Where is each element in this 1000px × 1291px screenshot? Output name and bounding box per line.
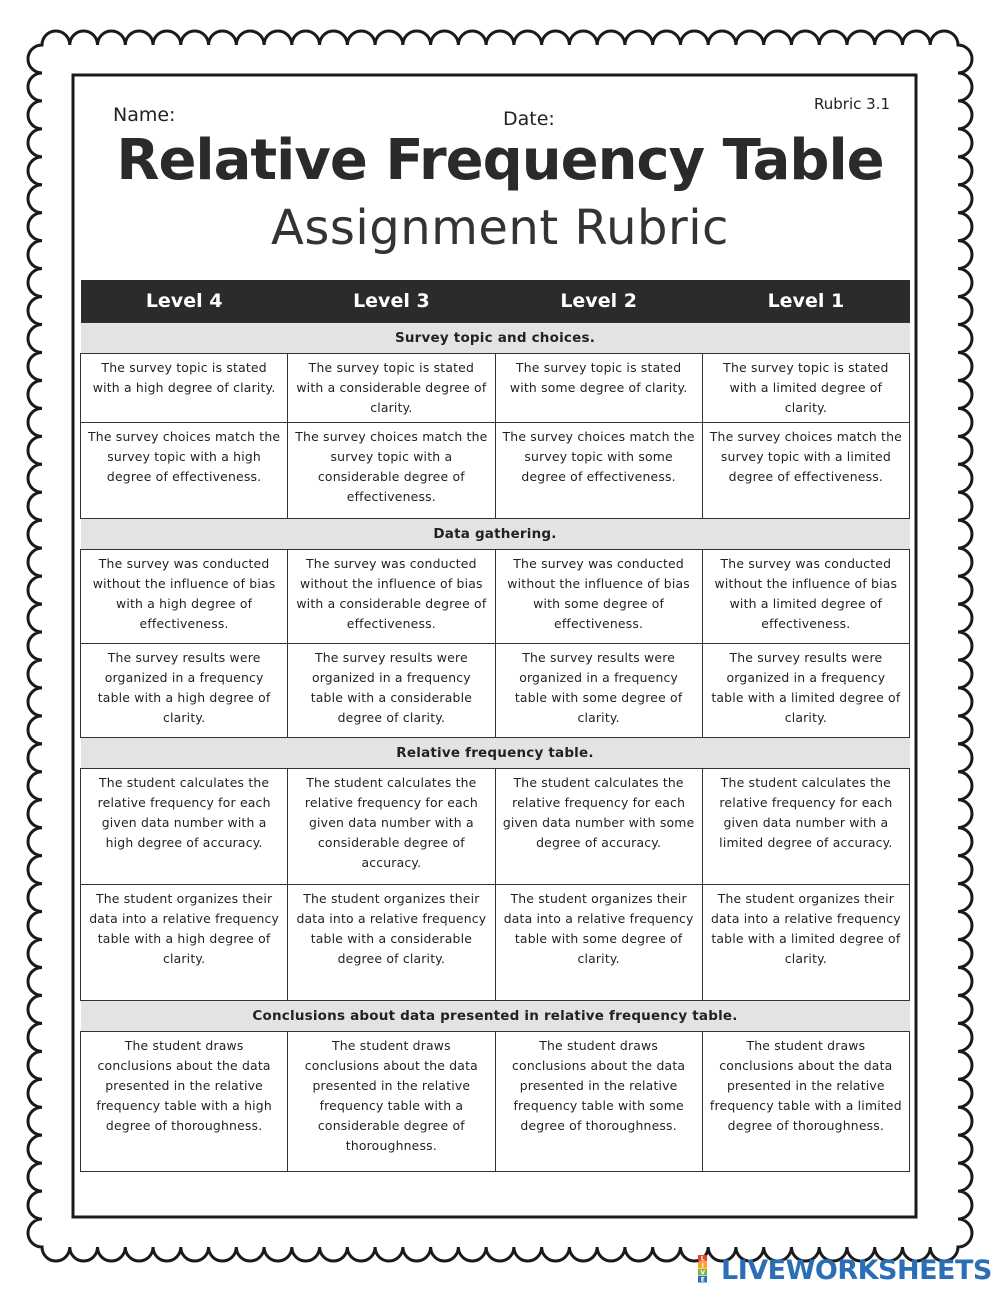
page-subtitle: Assignment Rubric <box>271 200 729 256</box>
logo-letter: I <box>701 1262 704 1270</box>
criteria-cell-level-3: The student draws conclusions about the data presented in the relative frequency table with a considerable degree of thoroughness. <box>288 1032 495 1172</box>
level-2-header: Level 2 <box>495 280 702 323</box>
rubric-id: Rubric 3.1 <box>814 95 890 113</box>
criteria-row <box>81 354 910 423</box>
liveworksheets-watermark <box>697 1254 992 1286</box>
criteria-cell-level-3: The student calculates the relative frequency for each given data number with a considerable degree of accuracy. <box>288 769 495 885</box>
criteria-cell-level-2: The survey results were organized in a frequency table with some degree of clarity. <box>495 644 702 738</box>
criteria-cell-level-2: The student draws conclusions about the data presented in the relative frequency table with some degree of thoroughness. <box>495 1032 702 1172</box>
criteria-cell-level-4: The survey choices match the survey topic with a high degree of effectiveness. <box>81 423 288 519</box>
date-label: Date: <box>503 108 555 130</box>
section-header-row <box>81 1001 910 1032</box>
page-title: Relative Frequency Table <box>116 128 884 193</box>
criteria-cell-level-2: The survey was conducted without the influence of bias with some degree of effectiveness. <box>495 550 702 644</box>
criteria-cell-level-2: The survey topic is stated with some degree of clarity. <box>495 354 702 423</box>
criteria-cell-level-3: The survey was conducted without the influence of bias with a considerable degree of effectiveness. <box>288 550 495 644</box>
criteria-cell-level-2: The student organizes their data into a relative frequency table with some degree of clarity. <box>495 885 702 1001</box>
watermark-text: LIVEWORKSHEETS <box>721 1255 992 1286</box>
criteria-cell-level-4: The survey topic is stated with a high degree of clarity. <box>81 354 288 423</box>
criteria-cell-level-4: The student calculates the relative frequency for each given data number with a high degree of accuracy. <box>81 769 288 885</box>
criteria-cell-level-1: The survey choices match the survey topic with a limited degree of effectiveness. <box>702 423 909 519</box>
criteria-cell-level-1: The student calculates the relative frequency for each given data number with a limited degree of accuracy. <box>702 769 909 885</box>
criteria-cell-level-4: The student organizes their data into a relative frequency table with a high degree of clarity. <box>81 885 288 1001</box>
criteria-cell-level-3: The survey topic is stated with a considerable degree of clarity. <box>288 354 495 423</box>
level-4-header: Level 4 <box>81 280 288 323</box>
criteria-cell-level-4: The survey results were organized in a frequency table with a high degree of clarity. <box>81 644 288 738</box>
criteria-cell-level-1: The student organizes their data into a relative frequency table with a limited degree of clarity. <box>702 885 909 1001</box>
logo-letter: V <box>700 1269 705 1277</box>
criteria-cell-level-3: The student organizes their data into a relative frequency table with a considerable degree of clarity. <box>288 885 495 1001</box>
section-header-row <box>81 323 910 354</box>
logo-letter: E <box>700 1276 705 1284</box>
criteria-cell-level-1: The student draws conclusions about the data presented in the relative frequency table with a limited degree of thoroughness. <box>702 1032 909 1172</box>
section-header-row <box>81 738 910 769</box>
liveworksheets-logo-icon <box>697 1254 719 1284</box>
criteria-cell-level-2: The survey choices match the survey topic with some degree of effectiveness. <box>495 423 702 519</box>
criteria-row <box>81 1032 910 1172</box>
criteria-cell-level-1: The survey topic is stated with a limited degree of clarity. <box>702 354 909 423</box>
name-label: Name: <box>113 104 176 126</box>
criteria-cell-level-1: The survey results were organized in a frequency table with a limited degree of clarity. <box>702 644 909 738</box>
rubric-table <box>80 280 910 1172</box>
logo-letter: L <box>700 1255 705 1263</box>
section-title: Survey topic and choices. <box>81 323 910 354</box>
section-title: Data gathering. <box>81 519 910 550</box>
criteria-row <box>81 423 910 519</box>
level-1-header: Level 1 <box>702 280 909 323</box>
criteria-cell-level-4: The student draws conclusions about the data presented in the relative frequency table with a high degree of thoroughness. <box>81 1032 288 1172</box>
criteria-row <box>81 644 910 738</box>
criteria-cell-level-4: The survey was conducted without the influence of bias with a high degree of effectiveness. <box>81 550 288 644</box>
section-title: Relative frequency table. <box>81 738 910 769</box>
criteria-row <box>81 550 910 644</box>
criteria-cell-level-3: The survey choices match the survey topic with a considerable degree of effectiveness. <box>288 423 495 519</box>
criteria-cell-level-1: The survey was conducted without the influence of bias with a limited degree of effectiveness. <box>702 550 909 644</box>
level-header-row <box>81 280 910 323</box>
section-title: Conclusions about data presented in relative frequency table. <box>81 1001 910 1032</box>
criteria-cell-level-2: The student calculates the relative frequency for each given data number with some degree of accuracy. <box>495 769 702 885</box>
level-3-header: Level 3 <box>288 280 495 323</box>
criteria-row <box>81 769 910 885</box>
section-header-row <box>81 519 910 550</box>
criteria-row <box>81 885 910 1001</box>
criteria-cell-level-3: The survey results were organized in a frequency table with a considerable degree of clarity. <box>288 644 495 738</box>
